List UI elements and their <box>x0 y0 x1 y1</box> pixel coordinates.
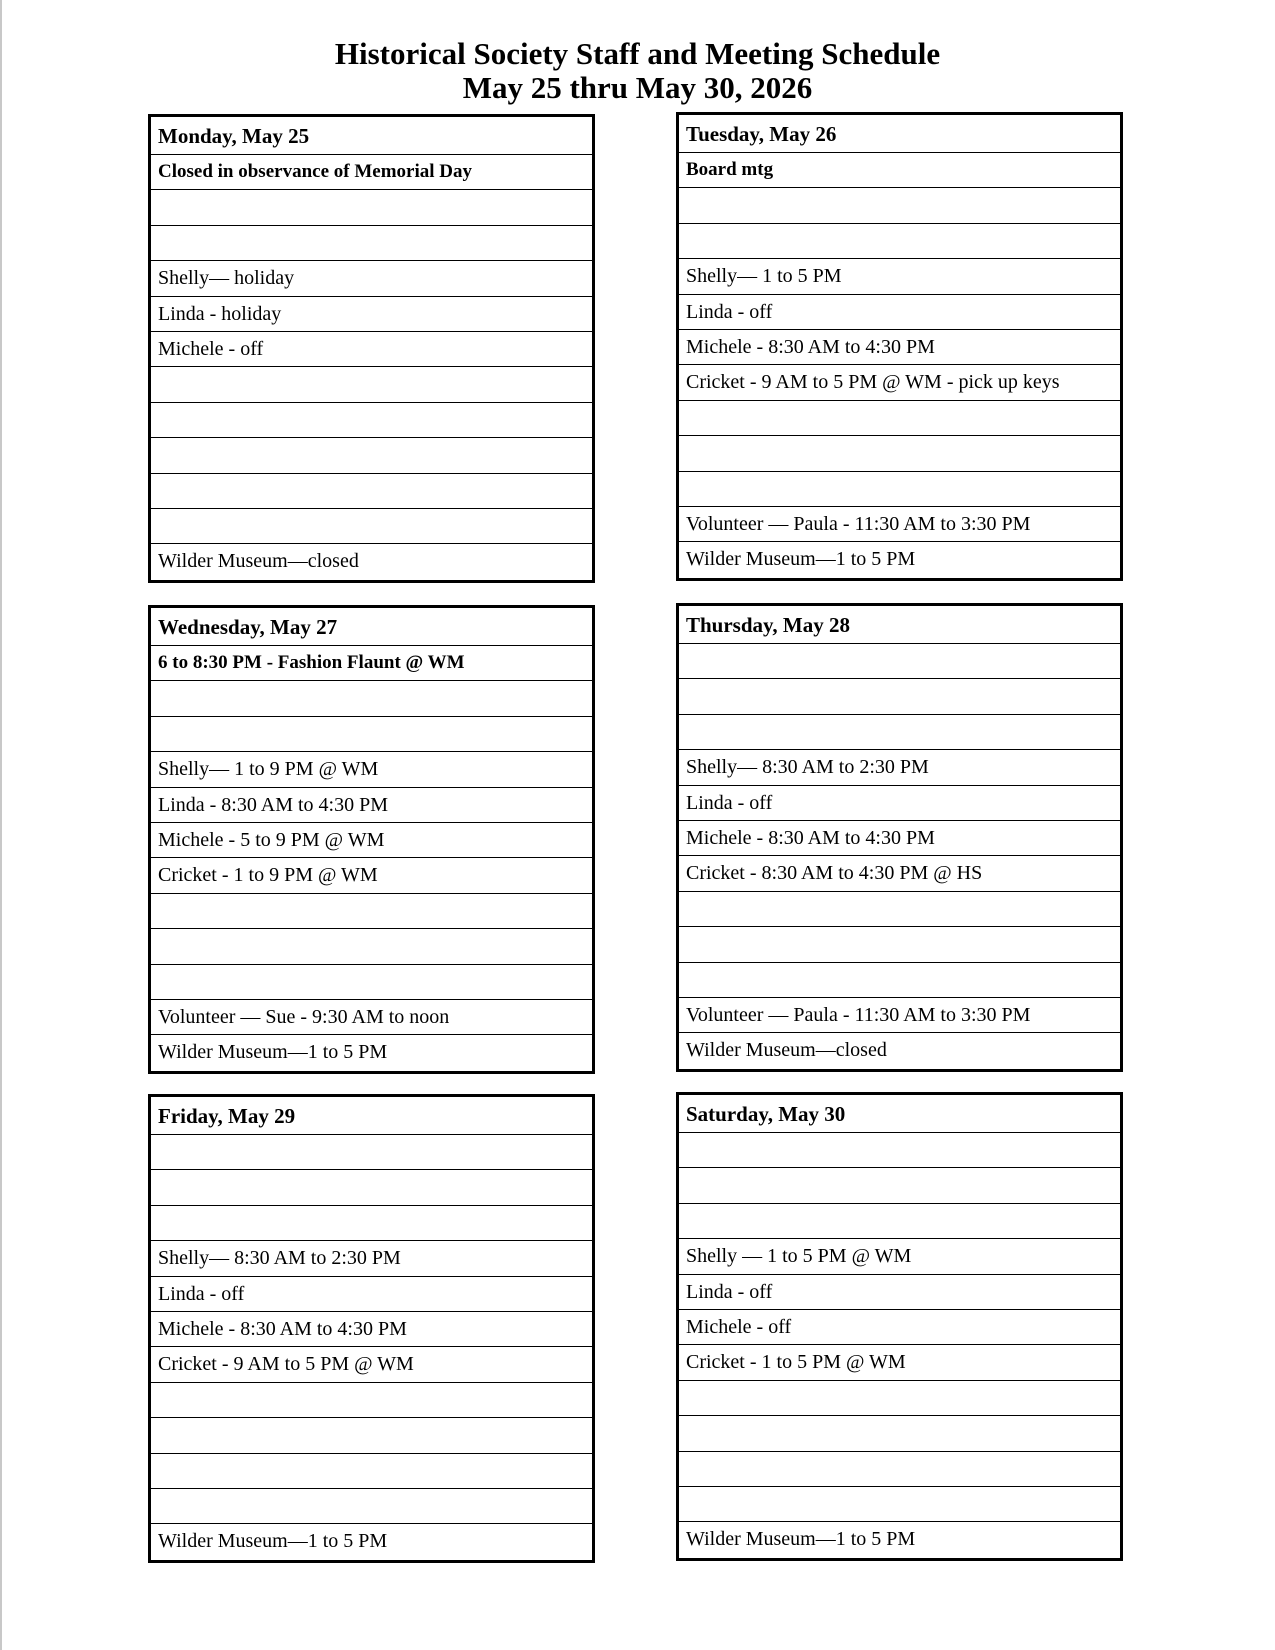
schedule-row <box>151 1489 592 1524</box>
schedule-row <box>151 403 592 438</box>
schedule-row: Linda - off <box>679 295 1120 330</box>
day-heading: Thursday, May 28 <box>679 606 1120 644</box>
day-box-saturday <box>676 1092 1123 1561</box>
day-box-monday <box>148 114 595 583</box>
schedule-row <box>679 1168 1120 1203</box>
page-subtitle-date-range: May 25 thru May 30, 2026 <box>462 70 813 105</box>
day-heading: Monday, May 25 <box>151 117 592 155</box>
museum-hours-row: Wilder Museum—1 to 5 PM <box>686 548 916 571</box>
schedule-row: Shelly— 1 to 9 PM @ WM <box>151 752 592 787</box>
day-note: Board mtg <box>679 153 1120 188</box>
schedule-row <box>679 679 1120 714</box>
schedule-row <box>151 1170 592 1205</box>
schedule-row: Cricket - 1 to 9 PM @ WM <box>151 858 592 893</box>
schedule-row <box>679 892 1120 927</box>
schedule-row: Linda - 8:30 AM to 4:30 PM <box>151 788 592 823</box>
schedule-row <box>151 894 592 929</box>
page-edge <box>0 0 2 1650</box>
schedule-row <box>151 1206 592 1241</box>
schedule-row <box>151 717 592 752</box>
schedule-row: Shelly— 8:30 AM to 2:30 PM <box>679 750 1120 785</box>
museum-hours-row: Wilder Museum—closed <box>158 550 359 573</box>
schedule-row: Volunteer — Sue - 9:30 AM to noon <box>151 1000 592 1035</box>
page-title: Historical Society Staff and Meeting Schedule <box>334 36 941 71</box>
schedule-row <box>679 715 1120 750</box>
day-heading: Friday, May 29 <box>151 1097 592 1135</box>
schedule-row <box>679 401 1120 436</box>
schedule-row <box>151 1418 592 1453</box>
schedule-row <box>679 1487 1120 1522</box>
schedule-row: Cricket - 1 to 5 PM @ WM <box>679 1345 1120 1380</box>
schedule-row: Shelly — 1 to 5 PM @ WM <box>679 1239 1120 1274</box>
day-heading: Wednesday, May 27 <box>151 608 592 646</box>
day-heading: Tuesday, May 26 <box>679 115 1120 153</box>
schedule-row <box>679 1204 1120 1239</box>
schedule-row: Michele - 8:30 AM to 4:30 PM <box>151 1312 592 1347</box>
schedule-row <box>151 509 592 544</box>
schedule-row: Michele - off <box>151 332 592 367</box>
schedule-row: Cricket - 8:30 AM to 4:30 PM @ HS <box>679 856 1120 891</box>
schedule-row: Cricket - 9 AM to 5 PM @ WM <box>151 1347 592 1382</box>
schedule-row: Michele - off <box>679 1310 1120 1345</box>
schedule-row <box>151 929 592 964</box>
day-note: Closed in observance of Memorial Day <box>151 155 592 190</box>
schedule-row: Cricket - 9 AM to 5 PM @ WM - pick up keys <box>679 365 1120 400</box>
schedule-row: Linda - holiday <box>151 297 592 332</box>
schedule-row: Michele - 8:30 AM to 4:30 PM <box>679 330 1120 365</box>
schedule-row: Volunteer — Paula - 11:30 AM to 3:30 PM <box>679 507 1120 542</box>
schedule-row <box>151 474 592 509</box>
schedule-row <box>151 190 592 225</box>
schedule-row <box>679 1416 1120 1451</box>
schedule-row <box>151 1454 592 1489</box>
schedule-row <box>679 224 1120 259</box>
day-box-friday <box>148 1094 595 1563</box>
schedule-row <box>679 188 1120 223</box>
schedule-row <box>679 1452 1120 1487</box>
schedule-row <box>151 438 592 473</box>
museum-hours-row: Wilder Museum—closed <box>686 1039 887 1062</box>
schedule-row <box>151 681 592 716</box>
schedule-row: Michele - 8:30 AM to 4:30 PM <box>679 821 1120 856</box>
day-note <box>679 644 1120 679</box>
museum-hours-row: Wilder Museum—1 to 5 PM <box>158 1041 388 1064</box>
day-note <box>151 1135 592 1170</box>
day-note: 6 to 8:30 PM - Fashion Flaunt @ WM <box>151 646 592 681</box>
schedule-row <box>679 436 1120 471</box>
schedule-row <box>151 226 592 261</box>
schedule-row: Shelly— 8:30 AM to 2:30 PM <box>151 1241 592 1276</box>
schedule-row: Shelly— holiday <box>151 261 592 296</box>
day-note <box>679 1133 1120 1168</box>
schedule-row <box>679 1381 1120 1416</box>
schedule-row <box>151 965 592 1000</box>
schedule-row: Volunteer — Paula - 11:30 AM to 3:30 PM <box>679 998 1120 1033</box>
museum-hours-row: Wilder Museum—1 to 5 PM <box>158 1530 388 1553</box>
schedule-row: Linda - off <box>679 1275 1120 1310</box>
schedule-row <box>151 1383 592 1418</box>
day-box-wednesday <box>148 605 595 1074</box>
day-box-thursday <box>676 603 1123 1072</box>
schedule-row: Linda - off <box>151 1277 592 1312</box>
schedule-row <box>151 367 592 402</box>
day-box-tuesday <box>676 112 1123 581</box>
museum-hours-row: Wilder Museum—1 to 5 PM <box>686 1528 916 1551</box>
schedule-row <box>679 963 1120 998</box>
schedule-row: Michele - 5 to 9 PM @ WM <box>151 823 592 858</box>
day-heading: Saturday, May 30 <box>679 1095 1120 1133</box>
schedule-row <box>679 472 1120 507</box>
schedule-row <box>679 927 1120 962</box>
schedule-row: Shelly— 1 to 5 PM <box>679 259 1120 294</box>
schedule-row: Linda - off <box>679 786 1120 821</box>
